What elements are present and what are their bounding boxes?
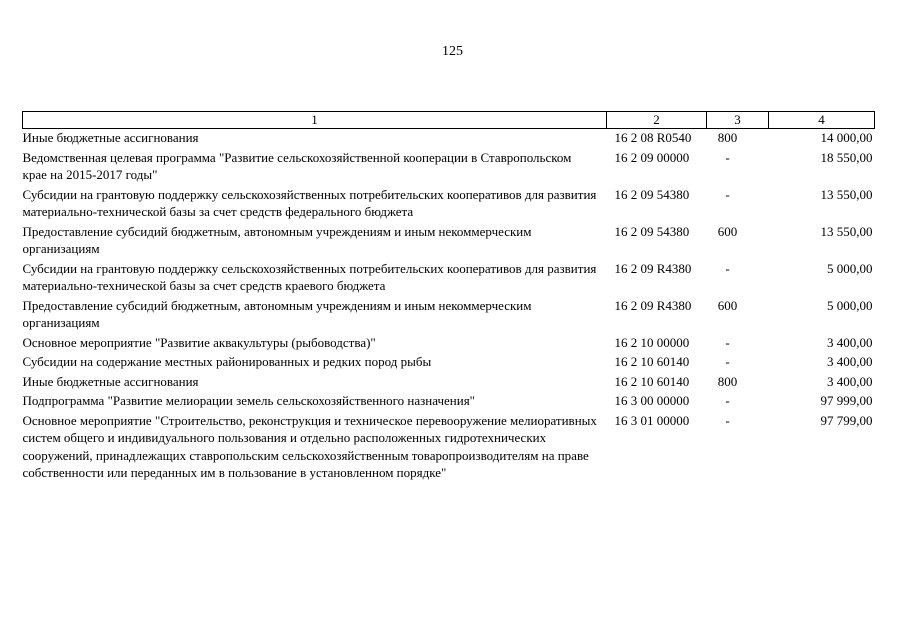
table-row	[23, 260, 875, 297]
row-name: Основное мероприятие "Развитие аквакультуры (рыбоводства)"	[22, 334, 376, 350]
row-name: Основное мероприятие "Строительство, реконструкция и техническое перевооружение мелиоративных систем общего и индивидуального пользования и отдельно расположенных гидротехнических сооружений, принадлежащих ставропольским сельскохозяйственным товаропроизводителям на праве собственности или переданных им в пользование в установленном порядке"	[22, 412, 597, 480]
row-name: Иные бюджетные ассигнования	[22, 130, 199, 145]
row-type: -	[725, 186, 730, 202]
row-amount: 13 550,00	[820, 223, 873, 239]
row-type: -	[725, 393, 730, 408]
row-type: 600	[717, 297, 738, 313]
row-amount: 5 000,00	[827, 297, 873, 313]
row-name: Ведомственная целевая программа "Развитие сельскохозяйственной кооперации в Ставропольском крае на 2015-2017 годы"	[22, 149, 572, 182]
row-amount: 97 999,00	[820, 393, 873, 408]
row-type: -	[725, 354, 730, 369]
budget-table	[22, 111, 875, 484]
table-row	[23, 412, 875, 484]
table-row	[23, 392, 875, 412]
row-amount: 18 550,00	[820, 149, 873, 165]
table-row	[23, 149, 875, 186]
table-row	[23, 353, 875, 373]
header-col-1: 1	[23, 112, 607, 129]
row-amount: 13 550,00	[820, 186, 873, 202]
row-code: 16 2 09 54380	[614, 223, 690, 239]
row-name: Предоставление субсидий бюджетным, автономным учреждениям и иным некоммерческим организациям	[22, 297, 532, 330]
row-type: -	[725, 412, 730, 428]
row-code: 16 2 08 R0540	[614, 130, 692, 145]
row-code: 16 2 10 00000	[614, 334, 690, 350]
row-amount: 14 000,00	[820, 130, 873, 145]
row-name: Иные бюджетные ассигнования	[22, 373, 199, 389]
table-row	[23, 223, 875, 260]
row-code: 16 2 09 R4380	[614, 260, 692, 276]
row-type: -	[725, 334, 730, 350]
page-number: 125	[442, 44, 463, 59]
row-code: 16 3 00 00000	[614, 393, 690, 408]
row-amount: 3 400,00	[827, 334, 873, 350]
row-code: 16 2 09 54380	[614, 186, 690, 202]
row-name: Субсидии на грантовую поддержку сельскохозяйственных потребительских кооперативов для развития материально-технической базы за счет средств федерального бюджета	[22, 186, 597, 219]
row-type: 800	[717, 130, 738, 145]
header-row	[23, 112, 875, 129]
header-col-2: 2	[607, 112, 707, 129]
row-code: 16 3 01 00000	[614, 412, 690, 428]
table-row	[23, 373, 875, 393]
row-code: 16 2 09 R4380	[614, 297, 692, 313]
table-row	[23, 297, 875, 334]
table-header	[23, 112, 875, 129]
row-name: Предоставление субсидий бюджетным, автономным учреждениям и иным некоммерческим организациям	[22, 223, 532, 256]
row-type: 600	[717, 223, 738, 239]
row-code: 16 2 10 60140	[614, 373, 690, 389]
table-row	[23, 334, 875, 354]
row-code: 16 2 09 00000	[614, 149, 690, 165]
row-type: 800	[717, 373, 738, 389]
row-type: -	[725, 260, 730, 276]
table-row	[23, 186, 875, 223]
row-type: -	[725, 149, 730, 165]
header-col-4: 4	[769, 112, 875, 129]
row-name: Субсидии на содержание местных районированных и редких пород рыбы	[22, 354, 432, 369]
table-body	[23, 129, 875, 484]
row-amount: 3 400,00	[827, 354, 873, 369]
header-col-3: 3	[707, 112, 769, 129]
row-name: Субсидии на грантовую поддержку сельскохозяйственных потребительских кооперативов для развития материально-технической базы за счет средств краевого бюджета	[22, 260, 597, 293]
row-amount: 3 400,00	[827, 373, 873, 389]
table-row	[23, 129, 875, 149]
row-code: 16 2 10 60140	[614, 354, 690, 369]
row-amount: 97 799,00	[820, 412, 873, 428]
row-amount: 5 000,00	[827, 260, 873, 276]
row-name: Подпрограмма "Развитие мелиорации земель сельскохозяйственного назначения"	[22, 393, 475, 408]
